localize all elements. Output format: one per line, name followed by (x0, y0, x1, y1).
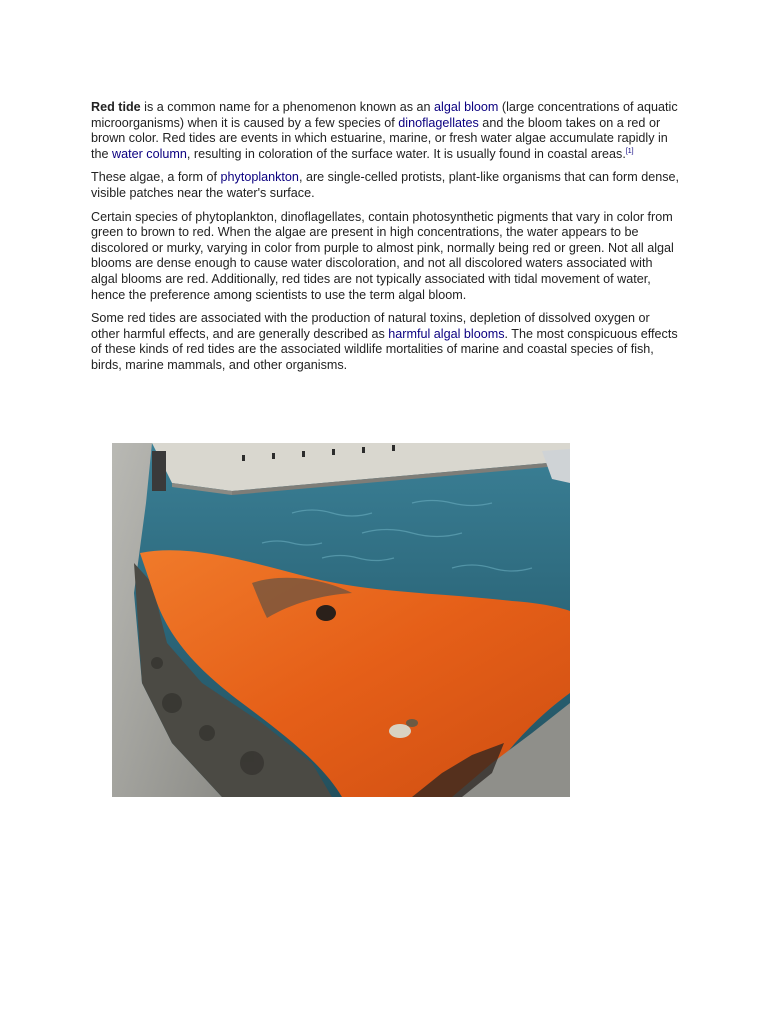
text-run: These algae, a form of (91, 170, 221, 185)
link-water-column[interactable]: water column (112, 146, 187, 161)
text-run: (large concentrations of aquatic microorganisms) when it is caused by a few species of (91, 100, 678, 130)
text-run: . The most conspicuous effects of these kinds of red tides are the associated wildlife mortalities of marine and coastal species of fish, birds, marine mammals, and other organisms. (91, 326, 678, 372)
link-algal-bloom[interactable]: algal bloom (434, 100, 499, 114)
text-run: , resulting in coloration of the surface water. It is usually found in coastal areas. (186, 146, 626, 161)
paragraph-intro (91, 100, 681, 162)
red-tide-photo-illustration (112, 443, 570, 797)
paragraph-pigments: Certain species of phytoplankton, dinoflagellates, contain photosynthetic pigments that vary in color from green to brown to red. When the algae are present in high concentrations, the water appears to be discolored or murky, varying in color from purple to almost pink, normally being red or green. Not all algal blooms are dense enough to cause water discoloration, and not all discolored waters associated with algal blooms are red. Additionally, red tides are not typically associated with tidal movement of water, hence the preference among scientists to use the term algal bloom. (91, 209, 674, 302)
paragraph-toxins (91, 311, 681, 373)
text-run: , are single-celled protists, plant-like organisms that can form dense, visible patches near the water's surface. (91, 170, 680, 200)
red-tide-photo (112, 443, 570, 797)
link-harmful-algal-blooms[interactable]: harmful algal blooms (388, 326, 505, 341)
link-dinoflagellates[interactable]: dinoflagellates (398, 115, 479, 130)
link-phytoplankton[interactable]: phytoplankton (220, 170, 299, 185)
text-run: Some red tides are associated with the production of natural toxins, depletion of dissolved oxygen or other harmful effects, and are generally described as (91, 311, 650, 341)
reference-1-link[interactable]: [1] (625, 147, 634, 155)
text-run: is a common name for a phenomenon known as an (140, 100, 435, 114)
term-red-tide: Red tide (91, 100, 141, 114)
text-run: and the bloom takes on a red or brown color. Red tides are events in which estuarine, marine, or fresh water algae accumulate rapidly in the (91, 115, 668, 161)
paragraph-phytoplankton (91, 170, 681, 201)
article-body (91, 100, 681, 382)
